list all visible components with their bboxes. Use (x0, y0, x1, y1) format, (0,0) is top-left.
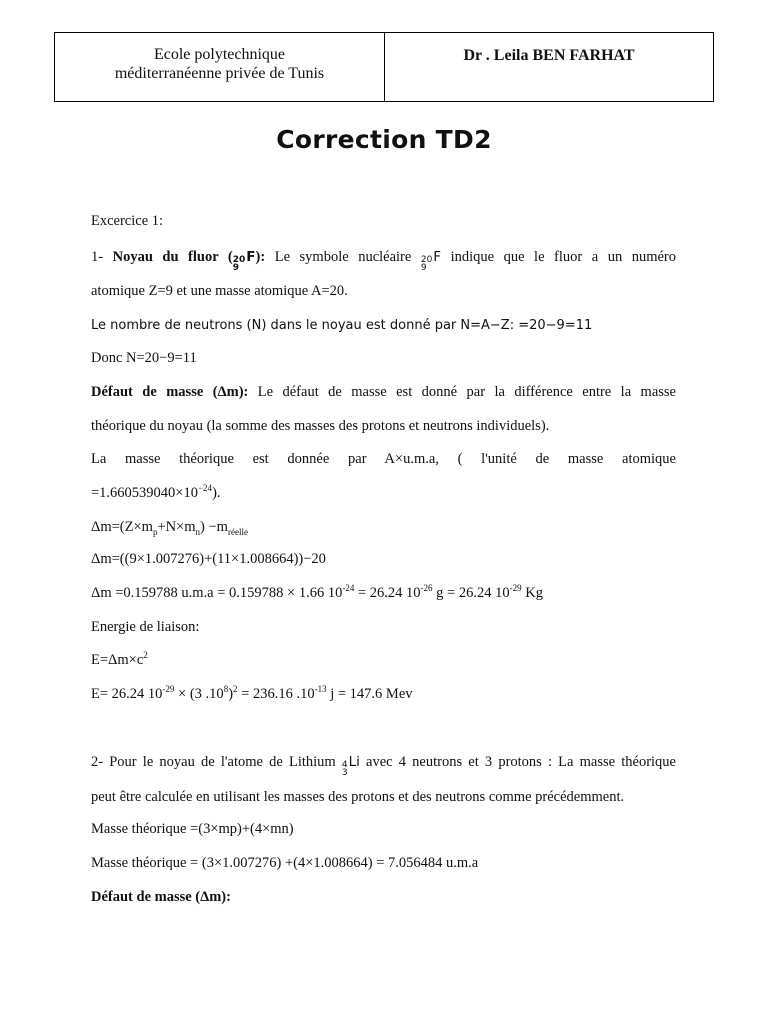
header-table (54, 32, 714, 102)
fluor-nuclide-notation-2: 20 9 (420, 255, 433, 273)
school-name (55, 33, 385, 101)
defaut-line-1: Défaut de masse (Δm): Le défaut de masse est donné par la différence entre la masse (91, 384, 676, 400)
school-line-1: Ecole polytechnique (153, 46, 286, 63)
q2-line-1: 2- Pour le noyau de l'atome de Lithium 4 3 Li avec 4 neutrons et 3 protons : La masse théorique (91, 754, 676, 778)
page-title: Correction TD2 (276, 125, 492, 154)
defaut-line-2: théorique du noyau (la somme des masses des protons et neutrons individuels). (91, 418, 550, 434)
lithium-nuclide-notation: 4 3 (341, 760, 348, 778)
dm-formula: $\Delta m=(Z\times m_p+N\times m_n) -m_{réelle}$ (91, 519, 248, 537)
masse-calculation: Masse théorique = (3×1.007276) +(4×1.008664) = 7.056484 u.m.a (91, 855, 479, 871)
school-line-2: méditerranéenne privée de Tunis (114, 65, 325, 82)
donc-line: Donc N=20−9=11 (91, 350, 197, 366)
energie-label: Energie de liaison: (91, 619, 200, 635)
neutrons-line: Le nombre de neutrons (N) dans le noyau est donné par N=A−Z: =20−9=11 (91, 318, 593, 333)
energy-formula: $E=\Delta m\times c^2$ (91, 650, 148, 668)
masse-theorique-line: La masse théorique est donnée par A×u.m.a, ( l'unité de masse atomique (91, 451, 676, 467)
dm-calculation: Δm=((9×1.007276)+(11×1.008664))−20 (91, 551, 326, 567)
dm-result: Δm =0.159788 u.m.a = 0.159788 × 1.66 $10^{-24} = 26.24$ $10^{-26}$ g = 26.24 $10^{-29}$ Kg (91, 583, 543, 601)
q1-line-1: 1- Noyau du fluor ( 20 9 F): Le symbole nucléaire 20 9 F indique que le fluor a un numéro (91, 249, 677, 273)
exercise-1-heading: Excercice 1: (91, 213, 164, 229)
masse-formula: Masse théorique =(3×mp)+(4×mn) (91, 821, 294, 837)
uma-value-line: $=1.660539040\times 10^{-24}$). (91, 483, 221, 501)
fluor-nuclide-notation: 20 9 (232, 255, 246, 273)
defaut-heading-2: Défaut de masse (Δm): (91, 889, 231, 905)
q2-line-2: peut être calculée en utilisant les masses des protons et des neutrons comme précédemment. (91, 789, 625, 805)
author-name: Dr . Leila BEN FARHAT (463, 47, 635, 64)
energy-calculation: E= 26.24 $10^{-29} \times (3$ $.10^8)^2 = 236.16$ $.10^{-13}$ j = 147.6 Mev (91, 684, 413, 702)
q1-line-2: atomique Z=9 et une masse atomique A=20. (91, 283, 348, 299)
